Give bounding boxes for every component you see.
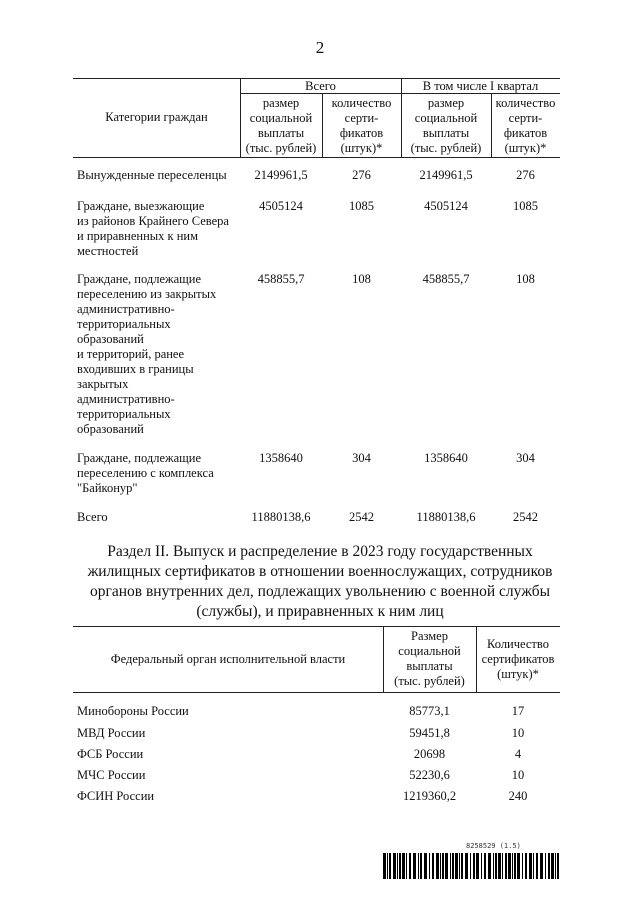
cell-q1-sum: 2149961,5 [419, 168, 473, 182]
cell-sum: 1358640 [259, 451, 303, 465]
header-payment: Размер социальной выплаты (тыс. рублей) [394, 629, 465, 688]
cell-count: 276 [352, 168, 371, 182]
cell-q1-count: 1085 [513, 199, 538, 213]
header-count: Количество сертификатов (штук)* [481, 637, 555, 681]
header-org: Федеральный орган исполнительной власти [110, 652, 346, 666]
cell-count: 17 [511, 704, 525, 718]
cell-sum: 11880138,6 [251, 510, 311, 524]
table-row: Вынужденные переселенцы [77, 168, 227, 182]
table-2-header-rule [73, 692, 560, 693]
header-category: Категории граждан [105, 110, 208, 124]
cell-q1-count: 276 [516, 168, 535, 182]
header-payment: размер социальной выплаты (тыс. рублей) [245, 96, 317, 155]
cell-q1-sum: 1358640 [424, 451, 468, 465]
cell-sum: 59451,8 [409, 726, 450, 740]
header-group-q1: В том числе I квартал [422, 79, 539, 93]
cell-sum: 458855,7 [257, 272, 305, 286]
page-number: 2 [315, 38, 325, 57]
table-row: МЧС России [77, 768, 146, 782]
footer-code: 8258529 (1.5) [466, 842, 521, 850]
cell-count: 10 [511, 768, 525, 782]
cell-q1-sum: 458855,7 [422, 272, 470, 286]
header-q1-payment: размер социальной выплаты (тыс. рублей) [410, 96, 482, 155]
barcode [383, 853, 563, 879]
header-group-all: Всего [305, 79, 336, 93]
table-row: ФСБ России [77, 747, 144, 761]
header-count: количество серти- фикатов (штук)* [331, 96, 392, 155]
table-2-top-rule [73, 626, 560, 627]
cell-count: 2542 [349, 510, 374, 524]
cell-sum: 52230,6 [409, 768, 450, 782]
cell-q1-count: 2542 [513, 510, 538, 524]
cell-count: 1085 [349, 199, 374, 213]
table-row: Граждане, выезжающие из районов Крайнего Севера и приравненных к ним местностей [77, 199, 229, 258]
table-row-total: Всего [77, 510, 108, 524]
cell-count: 304 [352, 451, 371, 465]
cell-count: 10 [511, 726, 525, 740]
cell-q1-count: 108 [516, 272, 535, 286]
cell-sum: 20698 [413, 747, 446, 761]
table-1-header-rule [73, 157, 560, 158]
table-row: Минобороны России [77, 704, 189, 718]
cell-q1-sum: 11880138,6 [416, 510, 476, 524]
cell-count: 240 [508, 789, 528, 803]
table-row: ФСИН России [77, 789, 155, 803]
table-row: Граждане, подлежащие переселению из закрытых административно- территориальных образований и территорий, ранее входивших в границы закрытых административно- территориальных образований [77, 272, 217, 436]
cell-count: 108 [352, 272, 371, 286]
cell-sum: 4505124 [259, 199, 303, 213]
cell-sum: 1219360,2 [402, 789, 457, 803]
cell-sum: 85773,1 [409, 704, 450, 718]
table-row: МВД России [77, 726, 146, 740]
cell-q1-sum: 4505124 [424, 199, 468, 213]
header-q1-count: количество серти- фикатов (штук)* [495, 96, 556, 155]
cell-sum: 2149961,5 [254, 168, 308, 182]
cell-q1-count: 304 [516, 451, 535, 465]
cell-count: 4 [514, 747, 522, 761]
section-2-title: Раздел II. Выпуск и распределение в 2023 году государственных жилищных сертификатов в отношении военнослужащих, сотрудников органов внутренних дел, подлежащих увольнению с военной службы (службы), и приравненных к ним лиц [87, 543, 553, 620]
table-row: Граждане, подлежащие переселению с комплекса "Байконур" [77, 451, 214, 495]
